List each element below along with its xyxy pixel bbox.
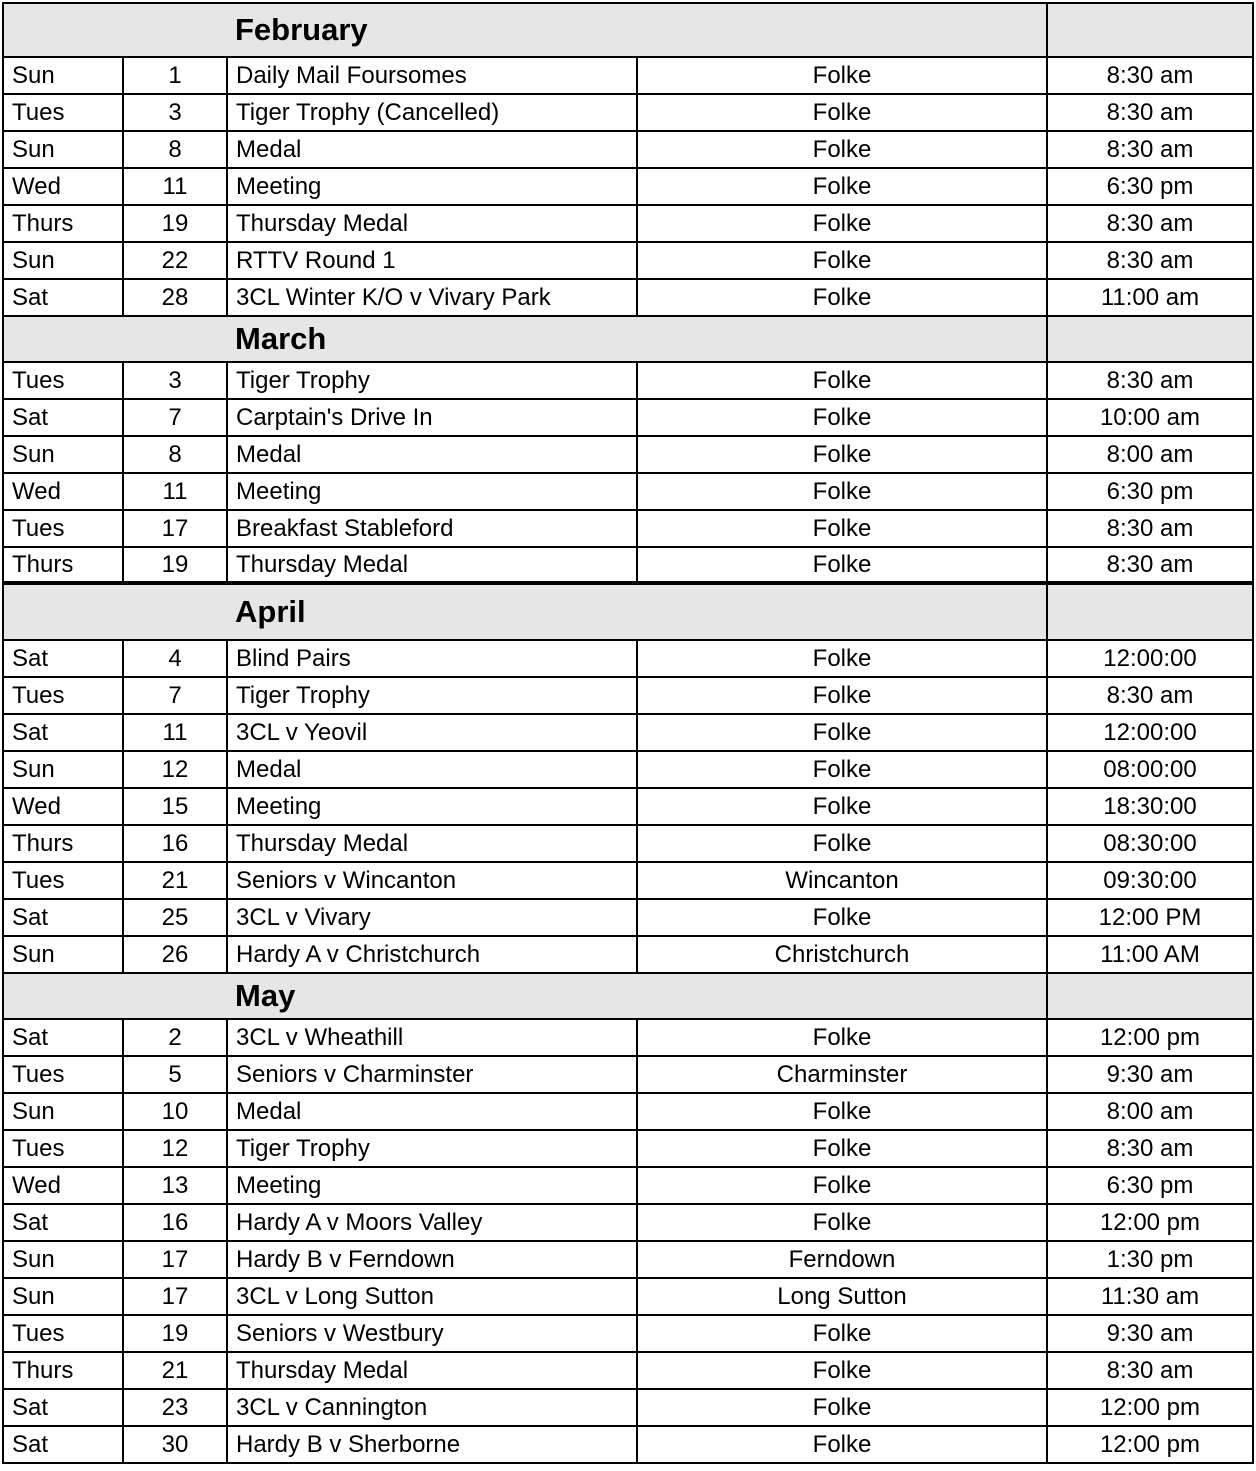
time-cell: 11:00 AM [1048,937,1254,972]
date-cell: 11 [124,474,228,509]
day-cell: Tues [4,1316,124,1351]
date-cell: 21 [124,863,228,898]
table-row [4,1353,1254,1390]
time-cell: 9:30 am [1048,1057,1254,1092]
day-cell: Tues [4,1057,124,1092]
time-cell: 12:00 pm [1048,1205,1254,1240]
day-cell: Thurs [4,826,124,861]
date-cell: 5 [124,1057,228,1092]
month-header-row [4,585,1254,641]
event-cell: Tiger Trophy (Cancelled) [228,95,638,130]
date-cell: 3 [124,95,228,130]
time-cell: 11:30 am [1048,1279,1254,1314]
time-cell: 8:00 am [1048,437,1254,472]
table-row [4,1427,1254,1464]
table-row [4,474,1254,511]
day-cell: Sun [4,1242,124,1277]
time-cell: 8:30 am [1048,58,1254,93]
date-cell: 4 [124,641,228,676]
table-row [4,132,1254,169]
date-cell: 17 [124,1242,228,1277]
table-row [4,363,1254,400]
table-row [4,548,1254,585]
date-cell: 11 [124,715,228,750]
day-cell: Sun [4,58,124,93]
venue-cell: Folke [638,437,1048,472]
day-cell: Sat [4,715,124,750]
venue-cell: Folke [638,1205,1048,1240]
venue-cell: Folke [638,243,1048,278]
date-cell: 12 [124,1131,228,1166]
time-cell: 08:30:00 [1048,826,1254,861]
day-cell: Sun [4,132,124,167]
month-header-row [4,974,1254,1020]
day-cell: Wed [4,789,124,824]
event-cell: Tiger Trophy [228,1131,638,1166]
table-row [4,641,1254,678]
venue-cell: Folke [638,363,1048,398]
day-cell: Sun [4,1094,124,1129]
date-cell: 19 [124,548,228,581]
day-cell: Tues [4,1131,124,1166]
day-cell: Sat [4,400,124,435]
day-cell: Sat [4,641,124,676]
event-cell: Seniors v Westbury [228,1316,638,1351]
event-cell: Daily Mail Foursomes [228,58,638,93]
time-cell: 8:30 am [1048,1353,1254,1388]
time-cell: 8:30 am [1048,678,1254,713]
date-cell: 28 [124,280,228,315]
venue-cell: Folke [638,132,1048,167]
event-cell: Thursday Medal [228,826,638,861]
table-row [4,95,1254,132]
day-cell: Tues [4,511,124,546]
event-cell: 3CL v Long Sutton [228,1279,638,1314]
month-header-row [4,317,1254,363]
time-cell: 8:30 am [1048,548,1254,581]
day-cell: Sun [4,1279,124,1314]
event-cell: Meeting [228,169,638,204]
time-cell: 12:00 pm [1048,1427,1254,1462]
table-row [4,206,1254,243]
table-row [4,169,1254,206]
day-cell: Wed [4,1168,124,1203]
time-cell: 10:00 am [1048,400,1254,435]
time-cell: 1:30 pm [1048,1242,1254,1277]
event-cell: RTTV Round 1 [228,243,638,278]
venue-cell: Folke [638,641,1048,676]
table-row [4,511,1254,548]
time-cell: 09:30:00 [1048,863,1254,898]
event-cell: 3CL v Vivary [228,900,638,935]
month-title: March [4,317,1048,361]
event-cell: Meeting [228,789,638,824]
table-row [4,1316,1254,1353]
time-cell: 8:00 am [1048,1094,1254,1129]
time-cell: 6:30 pm [1048,1168,1254,1203]
event-cell: Medal [228,752,638,787]
venue-cell: Folke [638,678,1048,713]
event-cell: Carptain's Drive In [228,400,638,435]
table-row [4,826,1254,863]
time-cell: 8:30 am [1048,95,1254,130]
event-cell: Seniors v Charminster [228,1057,638,1092]
time-cell: 12:00:00 [1048,715,1254,750]
table-row [4,1205,1254,1242]
day-cell: Sun [4,437,124,472]
day-cell: Sun [4,937,124,972]
table-row [4,1094,1254,1131]
table-row [4,1279,1254,1316]
table-row [4,1242,1254,1279]
month-header-blank [1048,4,1254,56]
venue-cell: Folke [638,1353,1048,1388]
table-row [4,437,1254,474]
table-row [4,900,1254,937]
venue-cell: Ferndown [638,1242,1048,1277]
table-row [4,863,1254,900]
day-cell: Tues [4,95,124,130]
event-cell: Hardy B v Sherborne [228,1427,638,1462]
venue-cell: Folke [638,1390,1048,1425]
day-cell: Thurs [4,206,124,241]
event-cell: Thursday Medal [228,1353,638,1388]
venue-cell: Wincanton [638,863,1048,898]
venue-cell: Charminster [638,1057,1048,1092]
date-cell: 7 [124,678,228,713]
table-row [4,1131,1254,1168]
event-cell: Breakfast Stableford [228,511,638,546]
venue-cell: Folke [638,400,1048,435]
day-cell: Sun [4,243,124,278]
table-row [4,789,1254,826]
day-cell: Tues [4,678,124,713]
day-cell: Sat [4,1427,124,1462]
time-cell: 12:00 pm [1048,1390,1254,1425]
time-cell: 12:00 PM [1048,900,1254,935]
event-cell: Blind Pairs [228,641,638,676]
event-cell: Meeting [228,474,638,509]
venue-cell: Folke [638,280,1048,315]
day-cell: Sat [4,1390,124,1425]
table-row [4,243,1254,280]
table-row [4,678,1254,715]
venue-cell: Folke [638,1427,1048,1462]
month-header-blank [1048,974,1254,1018]
day-cell: Tues [4,863,124,898]
event-cell: Hardy A v Moors Valley [228,1205,638,1240]
day-cell: Thurs [4,548,124,581]
venue-cell: Folke [638,58,1048,93]
date-cell: 21 [124,1353,228,1388]
time-cell: 12:00 pm [1048,1020,1254,1055]
time-cell: 8:30 am [1048,511,1254,546]
date-cell: 25 [124,900,228,935]
day-cell: Tues [4,363,124,398]
date-cell: 15 [124,789,228,824]
time-cell: 12:00:00 [1048,641,1254,676]
event-cell: Seniors v Wincanton [228,863,638,898]
table-row [4,1020,1254,1057]
venue-cell: Folke [638,1094,1048,1129]
event-cell: Tiger Trophy [228,678,638,713]
date-cell: 26 [124,937,228,972]
time-cell: 08:00:00 [1048,752,1254,787]
month-title: February [4,4,1048,56]
table-row [4,752,1254,789]
venue-cell: Folke [638,169,1048,204]
event-cell: 3CL v Yeovil [228,715,638,750]
event-cell: Meeting [228,1168,638,1203]
month-title: May [4,974,1048,1018]
venue-cell: Folke [638,1168,1048,1203]
date-cell: 1 [124,58,228,93]
date-cell: 30 [124,1427,228,1462]
time-cell: 6:30 pm [1048,474,1254,509]
time-cell: 8:30 am [1048,1131,1254,1166]
event-cell: 3CL Winter K/O v Vivary Park [228,280,638,315]
event-cell: 3CL v Wheathill [228,1020,638,1055]
day-cell: Thurs [4,1353,124,1388]
day-cell: Sat [4,1020,124,1055]
venue-cell: Folke [638,548,1048,581]
date-cell: 16 [124,1205,228,1240]
event-cell: Medal [228,132,638,167]
date-cell: 17 [124,1279,228,1314]
day-cell: Sat [4,900,124,935]
event-cell: Thursday Medal [228,548,638,581]
date-cell: 8 [124,132,228,167]
event-cell: Hardy B v Ferndown [228,1242,638,1277]
time-cell: 8:30 am [1048,243,1254,278]
date-cell: 19 [124,206,228,241]
time-cell: 11:00 am [1048,280,1254,315]
date-cell: 13 [124,1168,228,1203]
month-header-row [4,4,1254,58]
date-cell: 3 [124,363,228,398]
event-cell: Tiger Trophy [228,363,638,398]
venue-cell: Folke [638,1131,1048,1166]
event-cell: Thursday Medal [228,206,638,241]
venue-cell: Christchurch [638,937,1048,972]
venue-cell: Folke [638,789,1048,824]
venue-cell: Folke [638,715,1048,750]
date-cell: 23 [124,1390,228,1425]
venue-cell: Folke [638,1316,1048,1351]
time-cell: 8:30 am [1048,132,1254,167]
time-cell: 18:30:00 [1048,789,1254,824]
month-title: April [4,585,1048,639]
venue-cell: Folke [638,900,1048,935]
table-row [4,400,1254,437]
time-cell: 8:30 am [1048,363,1254,398]
day-cell: Sat [4,280,124,315]
time-cell: 6:30 pm [1048,169,1254,204]
time-cell: 9:30 am [1048,1316,1254,1351]
date-cell: 10 [124,1094,228,1129]
venue-cell: Folke [638,752,1048,787]
venue-cell: Folke [638,1020,1048,1055]
venue-cell: Folke [638,474,1048,509]
day-cell: Wed [4,169,124,204]
date-cell: 2 [124,1020,228,1055]
event-cell: Medal [228,1094,638,1129]
event-cell: Medal [228,437,638,472]
month-header-blank [1048,317,1254,361]
date-cell: 7 [124,400,228,435]
date-cell: 17 [124,511,228,546]
venue-cell: Folke [638,206,1048,241]
venue-cell: Folke [638,826,1048,861]
event-cell: Hardy A v Christchurch [228,937,638,972]
date-cell: 22 [124,243,228,278]
venue-cell: Folke [638,511,1048,546]
date-cell: 8 [124,437,228,472]
table-row [4,280,1254,317]
table-row [4,1168,1254,1205]
day-cell: Sun [4,752,124,787]
day-cell: Wed [4,474,124,509]
table-row [4,937,1254,974]
venue-cell: Long Sutton [638,1279,1048,1314]
date-cell: 11 [124,169,228,204]
month-header-blank [1048,585,1254,639]
date-cell: 19 [124,1316,228,1351]
table-row [4,715,1254,752]
fixtures-sheet [2,2,1254,1464]
day-cell: Sat [4,1205,124,1240]
time-cell: 8:30 am [1048,206,1254,241]
date-cell: 16 [124,826,228,861]
venue-cell: Folke [638,95,1048,130]
table-row [4,1390,1254,1427]
table-row [4,58,1254,95]
event-cell: 3CL v Cannington [228,1390,638,1425]
table-row [4,1057,1254,1094]
date-cell: 12 [124,752,228,787]
